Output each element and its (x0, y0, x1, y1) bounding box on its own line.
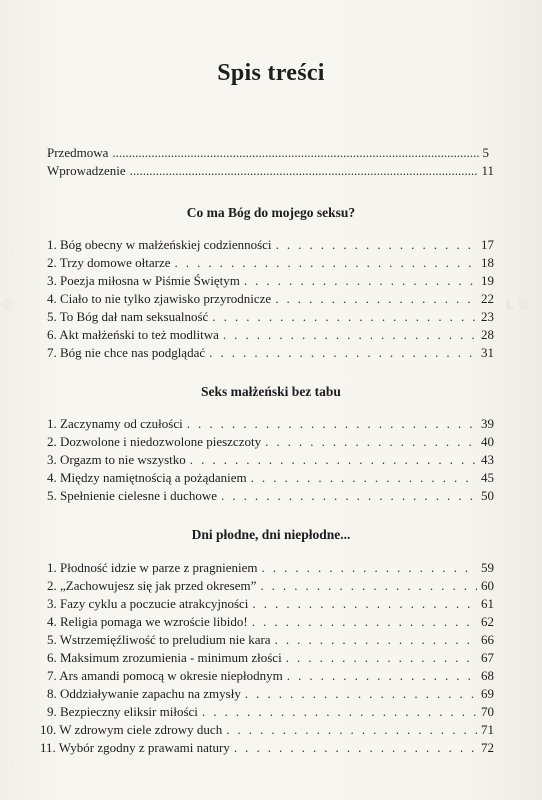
section-title: Co ma Bóg do mojego seksu? (186, 205, 356, 220)
toc-entry (47, 596, 494, 612)
toc-entry-label: 2. Dozwolone i niedozwolone pieszczoty (47, 434, 262, 449)
toc-entry-page: 59 (481, 560, 494, 575)
toc-entry (47, 434, 494, 450)
toc-entry-label: 2. „Zachowujesz się jak przed okresem” (47, 578, 257, 593)
toc-entry (47, 686, 494, 702)
dot-leader (276, 237, 477, 253)
dot-leader (244, 273, 477, 289)
toc-entry (47, 632, 494, 648)
dot-leader (187, 416, 477, 432)
toc-entry-label: 10. W zdrowym ciele zdrowy duch (40, 722, 223, 737)
toc-entry-label: 1. Bóg obecny w małżeńskiej codzienności (47, 237, 272, 252)
toc-entry-page: 66 (481, 632, 494, 647)
toc-entry-page: 60 (481, 578, 494, 593)
toc-entry-label: 7. Ars amandi pomocą w okresie niepłodnym (47, 668, 283, 683)
toc-entry (47, 668, 494, 684)
toc-entry-page: 61 (481, 596, 494, 611)
toc-entry-label: 4. Między namiętnością a pożądaniem (47, 470, 247, 485)
toc-entry-page: 28 (481, 327, 494, 342)
toc-entry (47, 237, 494, 253)
toc-entry-label: 9. Bezpieczny eliksir miłości (47, 704, 198, 719)
toc-entry (47, 704, 494, 720)
toc-entry (47, 614, 494, 630)
toc-entry (47, 345, 494, 361)
toc-entry-label: Przedmowa (47, 145, 109, 160)
toc-entry-page: 45 (481, 470, 494, 485)
dot-leader (209, 345, 477, 361)
toc-entry-page: 71 (481, 722, 494, 737)
toc-entry-page: 19 (481, 273, 494, 288)
toc-entry-label: 4. Ciało to nie tylko zjawisko przyrodnicze (47, 291, 272, 306)
toc-entry-label: 3. Orgazm to nie wszystko (47, 452, 186, 467)
watermark-left: © (2, 296, 13, 312)
dot-leader (287, 668, 477, 684)
toc-entry-page: 68 (481, 668, 494, 683)
toc-entry-page: 69 (481, 686, 494, 701)
toc-entry (47, 416, 494, 432)
toc-entry (47, 560, 494, 576)
toc-entry-label: 1. Płodność idzie w parze z pragnieniem (47, 560, 258, 575)
toc-entry-page: 5 (482, 145, 489, 160)
toc-entry (47, 470, 494, 486)
toc-entry-label: Wprowadzenie (47, 163, 126, 178)
dot-leader (275, 632, 477, 648)
toc-entry-page: 22 (481, 291, 494, 306)
toc-entry-page: 72 (481, 740, 494, 755)
toc-entry-page: 67 (481, 650, 494, 665)
toc-entry (47, 291, 494, 307)
dot-leader (260, 578, 477, 594)
toc-entry (47, 309, 494, 325)
dot-leader (202, 704, 477, 720)
dot-leader (130, 163, 478, 179)
dot-leader (212, 309, 477, 325)
dot-leader (275, 291, 477, 307)
dot-leader (251, 470, 477, 486)
toc-entry (40, 740, 494, 756)
toc-entry-label: 1. Zaczynamy od czułości (47, 416, 183, 431)
toc-entry-page: 39 (481, 416, 494, 431)
toc-entry (47, 452, 494, 468)
toc-entry (47, 578, 494, 594)
page-title: Spis treści (217, 60, 325, 86)
dot-leader (112, 145, 478, 161)
toc-entry-label: 7. Bóg nie chce nas podglądać (47, 345, 206, 360)
toc-entry-przedmowa (47, 145, 489, 161)
dot-leader (286, 650, 477, 666)
toc-entry-label: 4. Religia pomaga we wzroście libido! (47, 614, 248, 629)
toc-entry (47, 273, 494, 289)
dot-leader (261, 560, 477, 576)
dot-leader (252, 596, 477, 612)
dot-leader (252, 614, 477, 630)
toc-entry (47, 650, 494, 666)
toc-entry-label: 8. Oddziaływanie zapachu na zmysły (47, 686, 241, 701)
toc-entry-page: 11 (481, 163, 494, 178)
dot-leader (265, 434, 477, 450)
toc-entry-label: 6. Akt małżeński to też modlitwa (47, 327, 219, 342)
toc-entry-label: 5. Wstrzemięźliwość to preludium nie kara (47, 632, 271, 647)
toc-entry-page: 31 (481, 345, 494, 360)
dot-leader (223, 327, 477, 343)
dot-leader (221, 488, 477, 504)
toc-entry-label: 5. To Bóg dał nam seksualność (47, 309, 209, 324)
section-title: Seks małżeński bez tabu (201, 384, 341, 399)
toc-entry-page: 40 (481, 434, 494, 449)
toc-entry-page: 17 (481, 237, 494, 252)
toc-entry (47, 255, 494, 271)
dot-leader (190, 452, 477, 468)
section-title: Dni płodne, dni niepłodne... (191, 527, 351, 542)
toc-entry (40, 722, 494, 738)
toc-entry (47, 488, 494, 504)
dot-leader (226, 722, 477, 738)
dot-leader (234, 740, 477, 756)
toc-entry-label: 11. Wybór zgodny z prawami natury (40, 740, 230, 755)
toc-entry-page: 50 (481, 488, 494, 503)
toc-entry-wprowadzenie (47, 163, 494, 179)
toc-entry-label: 2. Trzy domowe ołtarze (47, 255, 171, 270)
toc-entry-label: 5. Spełnienie cielesne i duchowe (47, 488, 218, 503)
toc-entry-label: 6. Maksimum zrozumienia - minimum złości (47, 650, 282, 665)
dot-leader (174, 255, 477, 271)
toc-entry-page: 70 (481, 704, 494, 719)
toc-entry-page: 23 (481, 309, 494, 324)
toc-entry-label: 3. Fazy cyklu a poczucie atrakcyjności (47, 596, 249, 611)
toc-entry-page: 62 (481, 614, 494, 629)
toc-entry (47, 327, 494, 343)
watermark-right: L © (506, 296, 529, 312)
toc-entry-page: 43 (481, 452, 494, 467)
toc-entry-page: 18 (481, 255, 494, 270)
toc-entry-label: 3. Poezja miłosna w Piśmie Świętym (47, 273, 240, 288)
dot-leader (245, 686, 477, 702)
